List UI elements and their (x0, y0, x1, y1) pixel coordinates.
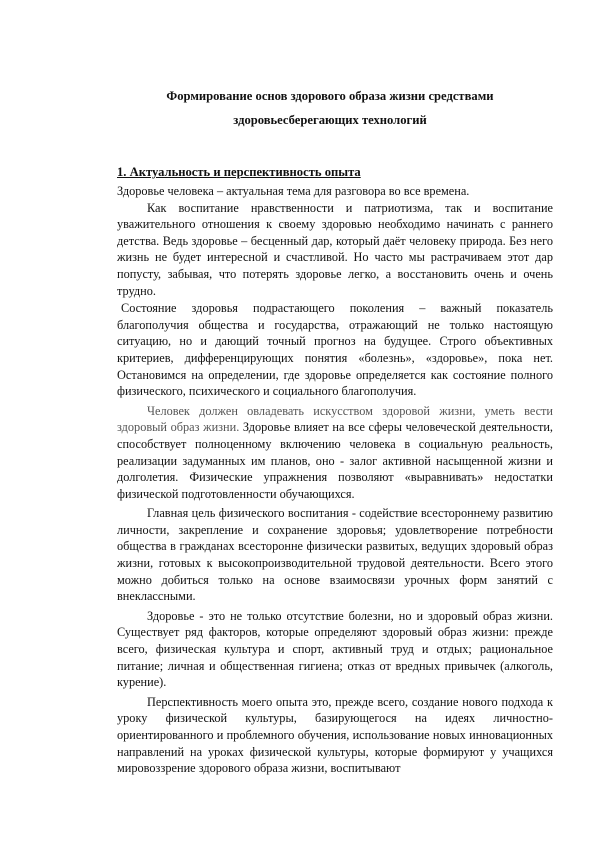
paragraph-5: Главная цель физического воспитания - содействие всестороннему развитию личности, закрепление и сохранение здоровья; удовлетворение потребности общества в гражданах всесторонне физически развитых, ведущих здоровый образ жизни, готовых к высокопроизводительной трудовой деятельности. Всего этого можно добиться только на основе взаимосвязи урочных форм занятий с внеклассными. (117, 506, 553, 604)
paragraph-6: Здоровье - это не только отсутствие болезни, но и здоровый образ жизни. Существует ряд факторов, которые определяют здоровый образ жизни: прежде всего, физическая культура и спорт, активный труд и отдых; рациональное питание; личная и общественная гигиена; отказ от вредных привычек (алкоголь, курение). (117, 608, 553, 690)
paragraph-3: Состояние здоровья подрастающего поколения – важный показатель благополучия общества и государства, отражающий не только настоящую ситуацию, но и дающий точный прогноз на будущее. Строго объективных критериев, дифференцирующих понятия «болезнь», «здоровье», пока нет. Остановимся на определении, где здоровье определяется как состояние полного физического, психического и социального благополучия. (117, 301, 553, 399)
paragraph-1: Здоровье человека – актуальная тема для разговора во все времена. (117, 184, 470, 198)
paragraph-4-text: Здоровье влияет на все сферы человеческой деятельности, способствует полноценному включению человека в социальную реальность, реализации задуманных им планов, оно - залог активной насыщенной жизни и долголетия. Физические упражнения позволяют «выравнивать» недостатки физической подготовленности обучающихся. (117, 420, 553, 501)
paragraph-4-grey-text: Человек должен овладевать искусством здоровой жизни, уметь вести здоровый образ жизни. (117, 403, 553, 435)
paragraph-4 (117, 403, 553, 503)
document-title-line-1: Формирование основ здорового образа жизни средствами (166, 89, 494, 103)
section-heading: 1. Актуальность и перспективность опыта (117, 165, 361, 179)
paragraph-2: Как воспитание нравственности и патриотизма, так и воспитание уважительного отношения к своему здоровью необходимо начинать с раннего детства. Ведь здоровье – бесценный дар, который даёт человеку природа. Без него жизнь не будет интересной и счастливой. Но часто мы растрачиваем этот дар попусту, забывая, что потерять здоровье легко, а восстановить очень и очень трудно. (117, 200, 553, 298)
paragraph-7: Перспективность моего опыта это, прежде всего, создание нового подхода к уроку физической культуры, базирующегося на идеях личностно-ориентированного и проблемного обучения, использование новых инновационных направлений на уроках физической культуры, которые формируют у учащихся мировоззрение здорового образа жизни, воспитывают (117, 694, 553, 776)
document-body (117, 183, 553, 777)
document-title-line-2: здоровьесберегающих технологий (233, 113, 427, 127)
